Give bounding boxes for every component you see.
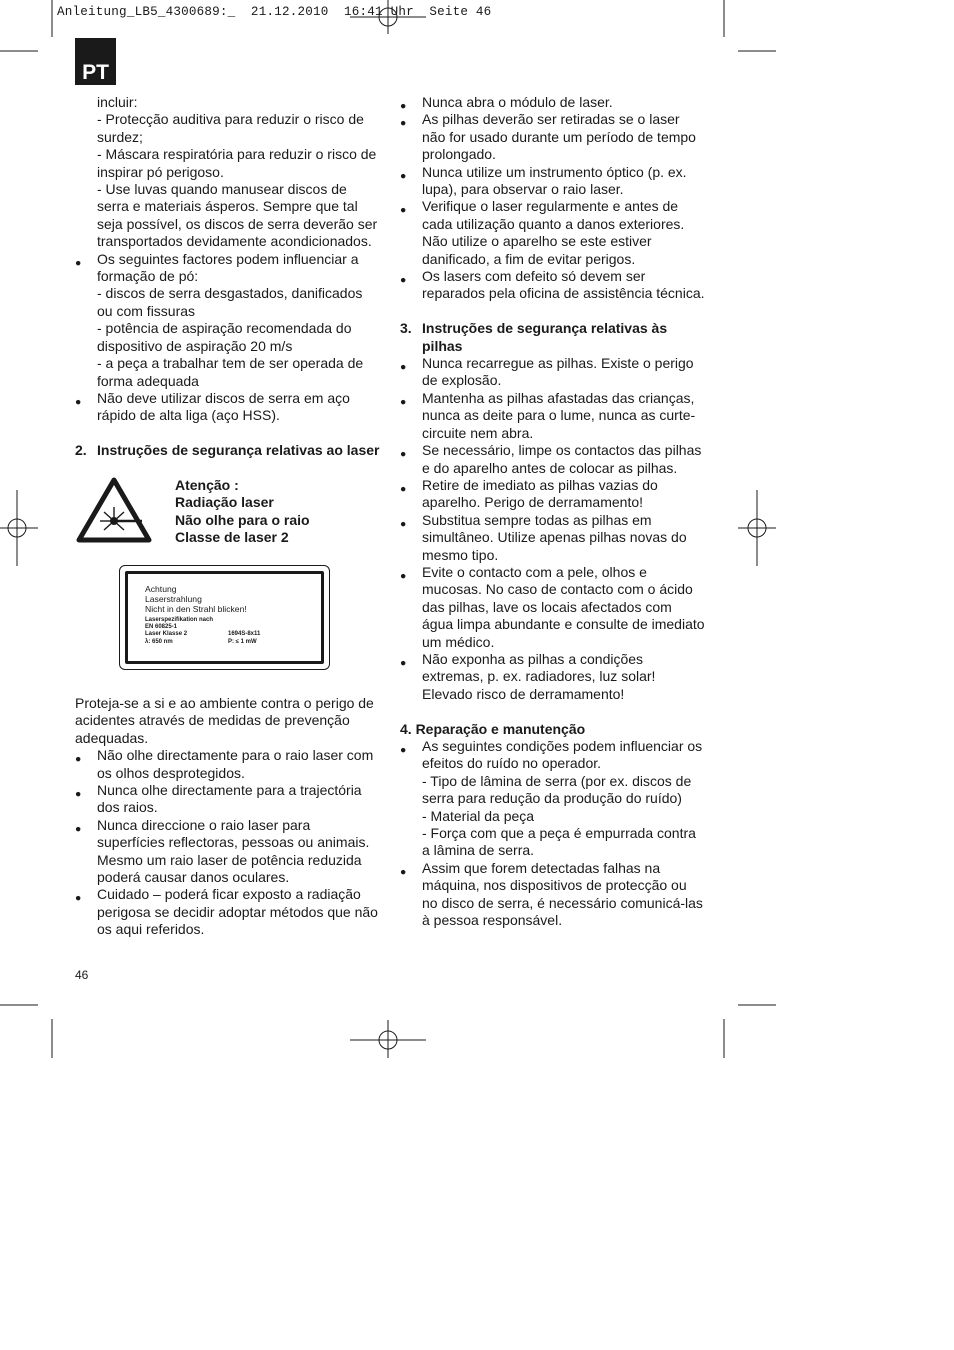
plate-spec: Laser Klasse 2 1694S-8x11 xyxy=(145,631,261,638)
section-heading: 4. Reparação e manutenção xyxy=(400,720,586,737)
plate-line: Achtung xyxy=(145,583,177,594)
laser-warning-icon xyxy=(76,477,152,543)
plate-line: Laserstrahlung xyxy=(145,593,202,604)
section-heading: 2. Instruções de segurança relativas ao laser xyxy=(75,442,380,459)
cont-line: - Use luvas quando manusear discos de serra e materiais ásperos. Sempre que tal seja possível, os discos de serra deverão ser transportados devidamente acondicionados. xyxy=(97,181,378,250)
bullet-item: ● Substitua sempre todas as pilhas em simultâneo. Utilize apenas pilhas novas do mesmo tipo. xyxy=(400,512,706,564)
print-slug: Anleitung_LB5_4300689:_ 21.12.2010 16:41 Uhr Seite 46 xyxy=(57,5,492,19)
bullet-item: ● Nunca direccione o raio laser para superfícies reflectoras, pessoas ou animais. Mesmo um raio laser de potência reduzida poderá causar danos oculares. xyxy=(75,817,381,887)
bullet-item: ● Se necessário, limpe os contactos das pilhas e do aparelho antes de colocar as pilhas. xyxy=(400,442,706,477)
bullet-item: ● Verifique o laser regularmente e antes de cada utilização quanto a danos exteriores. Não utilize o aparelho se este estiver danificado, a fim de evitar perigos. xyxy=(400,198,706,268)
warning-line: Classe de laser 2 xyxy=(175,529,289,546)
cont-line: - Máscara respiratória para reduzir o risco de inspirar pó perigoso. xyxy=(97,146,377,180)
left-column xyxy=(75,94,381,939)
warning-line: Não olhe para o raio xyxy=(175,511,310,528)
sub-item: - Material da peça xyxy=(422,807,535,824)
bullet-item: ● Não exponha as pilhas a condições extremas, p. ex. radiadores, luz solar! Elevado risco de derramamento! xyxy=(400,651,706,703)
bullet-item: ● Cuidado – poderá ficar exposto a radiação perigosa se decidir adoptar métodos que não os aqui referidos. xyxy=(75,886,381,938)
bullet-item: ● Não deve utilizar discos de serra em aço rápido de alta liga (aço HSS). xyxy=(75,390,381,425)
bullet-item: ● Nunca olhe directamente para a trajectória dos raios. xyxy=(75,782,381,817)
bullet-item: ● Assim que forem detectadas falhas na máquina, nos dispositivos de protecção ou no disco de serra, é necessário comunicá-las à pessoa responsável. xyxy=(400,860,706,930)
bullet-item: ● Nunca utilize um instrumento óptico (p. ex. lupa), para observar o raio laser. xyxy=(400,164,706,199)
right-column xyxy=(400,94,706,929)
laser-warning xyxy=(75,477,381,549)
language-tab: PT xyxy=(75,38,116,85)
bullet-item: ● Não olhe directamente para o raio laser com os olhos desprotegidos. xyxy=(75,747,381,782)
bullet-item: ● Mantenha as pilhas afastadas das crianças, nunca as deite para o lume, nunca as curte-circuite nem abra. xyxy=(400,390,706,442)
sub-item: - Força com que a peça é empurrada contra a lâmina de serra. xyxy=(422,825,696,859)
plate-spec: EN 60825-1 xyxy=(145,624,178,631)
intro-paragraph: Proteja-se a si e ao ambiente contra o perigo de acidentes através de medidas de prevenção adequadas. xyxy=(75,694,374,746)
bullet-item: ● Os lasers com defeito só devem ser reparados pela oficina de assistência técnica. xyxy=(400,268,706,303)
bullet-item: ● Os seguintes factores podem influenciar a formação de pó: xyxy=(75,251,381,286)
cont-line: incluir: xyxy=(97,94,138,110)
bullet-item: ● Evite o contacto com a pele, olhos e mucosas. No caso de contacto com o ácido das pilhas, lave os locais afectados com água limpa abundante e consulte de imediato um médico. xyxy=(400,564,706,651)
cont-line: - Protecção auditiva para reduzir o risco de surdez; xyxy=(97,111,364,145)
bullet-item: ● Nunca recarregue as pilhas. Existe o perigo de explosão. xyxy=(400,355,706,390)
plate-line: Nicht in den Strahl blicken! xyxy=(145,603,247,614)
warning-line: Radiação laser xyxy=(175,494,274,511)
sub-item: - potência de aspiração recomendada do dispositivo de aspiração 20 m/s xyxy=(97,320,352,354)
bullet-item: ● As pilhas deverão ser retiradas se o laser não for usado durante um período de tempo prolongado. xyxy=(400,111,706,163)
plate-spec: Laserspezifikation nach xyxy=(145,616,214,623)
sub-item: - Tipo de lâmina de serra (por ex. discos de serra para redução da produção do ruído) xyxy=(422,772,692,807)
plate-spec: λ: 650 nm P: ≤ 1 mW xyxy=(145,638,257,645)
bullet-item: ● Retire de imediato as pilhas vazias do aparelho. Perigo de derramamento! xyxy=(400,477,706,512)
section-heading: 3. Instruções de segurança relativas às pilhas xyxy=(400,320,668,354)
warning-line: Atenção : xyxy=(175,476,239,493)
sub-item: - discos de serra desgastados, danificados ou com fissuras xyxy=(97,285,363,319)
bullet-item: ● Nunca abra o módulo de laser. xyxy=(400,94,706,111)
bullet-item: ● As seguintes condições podem influenciar os efeitos do ruído no operador. xyxy=(400,738,706,773)
sub-item: - a peça a trabalhar tem de ser operada de forma adequada xyxy=(97,355,364,389)
laser-label-plate xyxy=(119,565,330,670)
page-number: 46 xyxy=(75,968,89,982)
